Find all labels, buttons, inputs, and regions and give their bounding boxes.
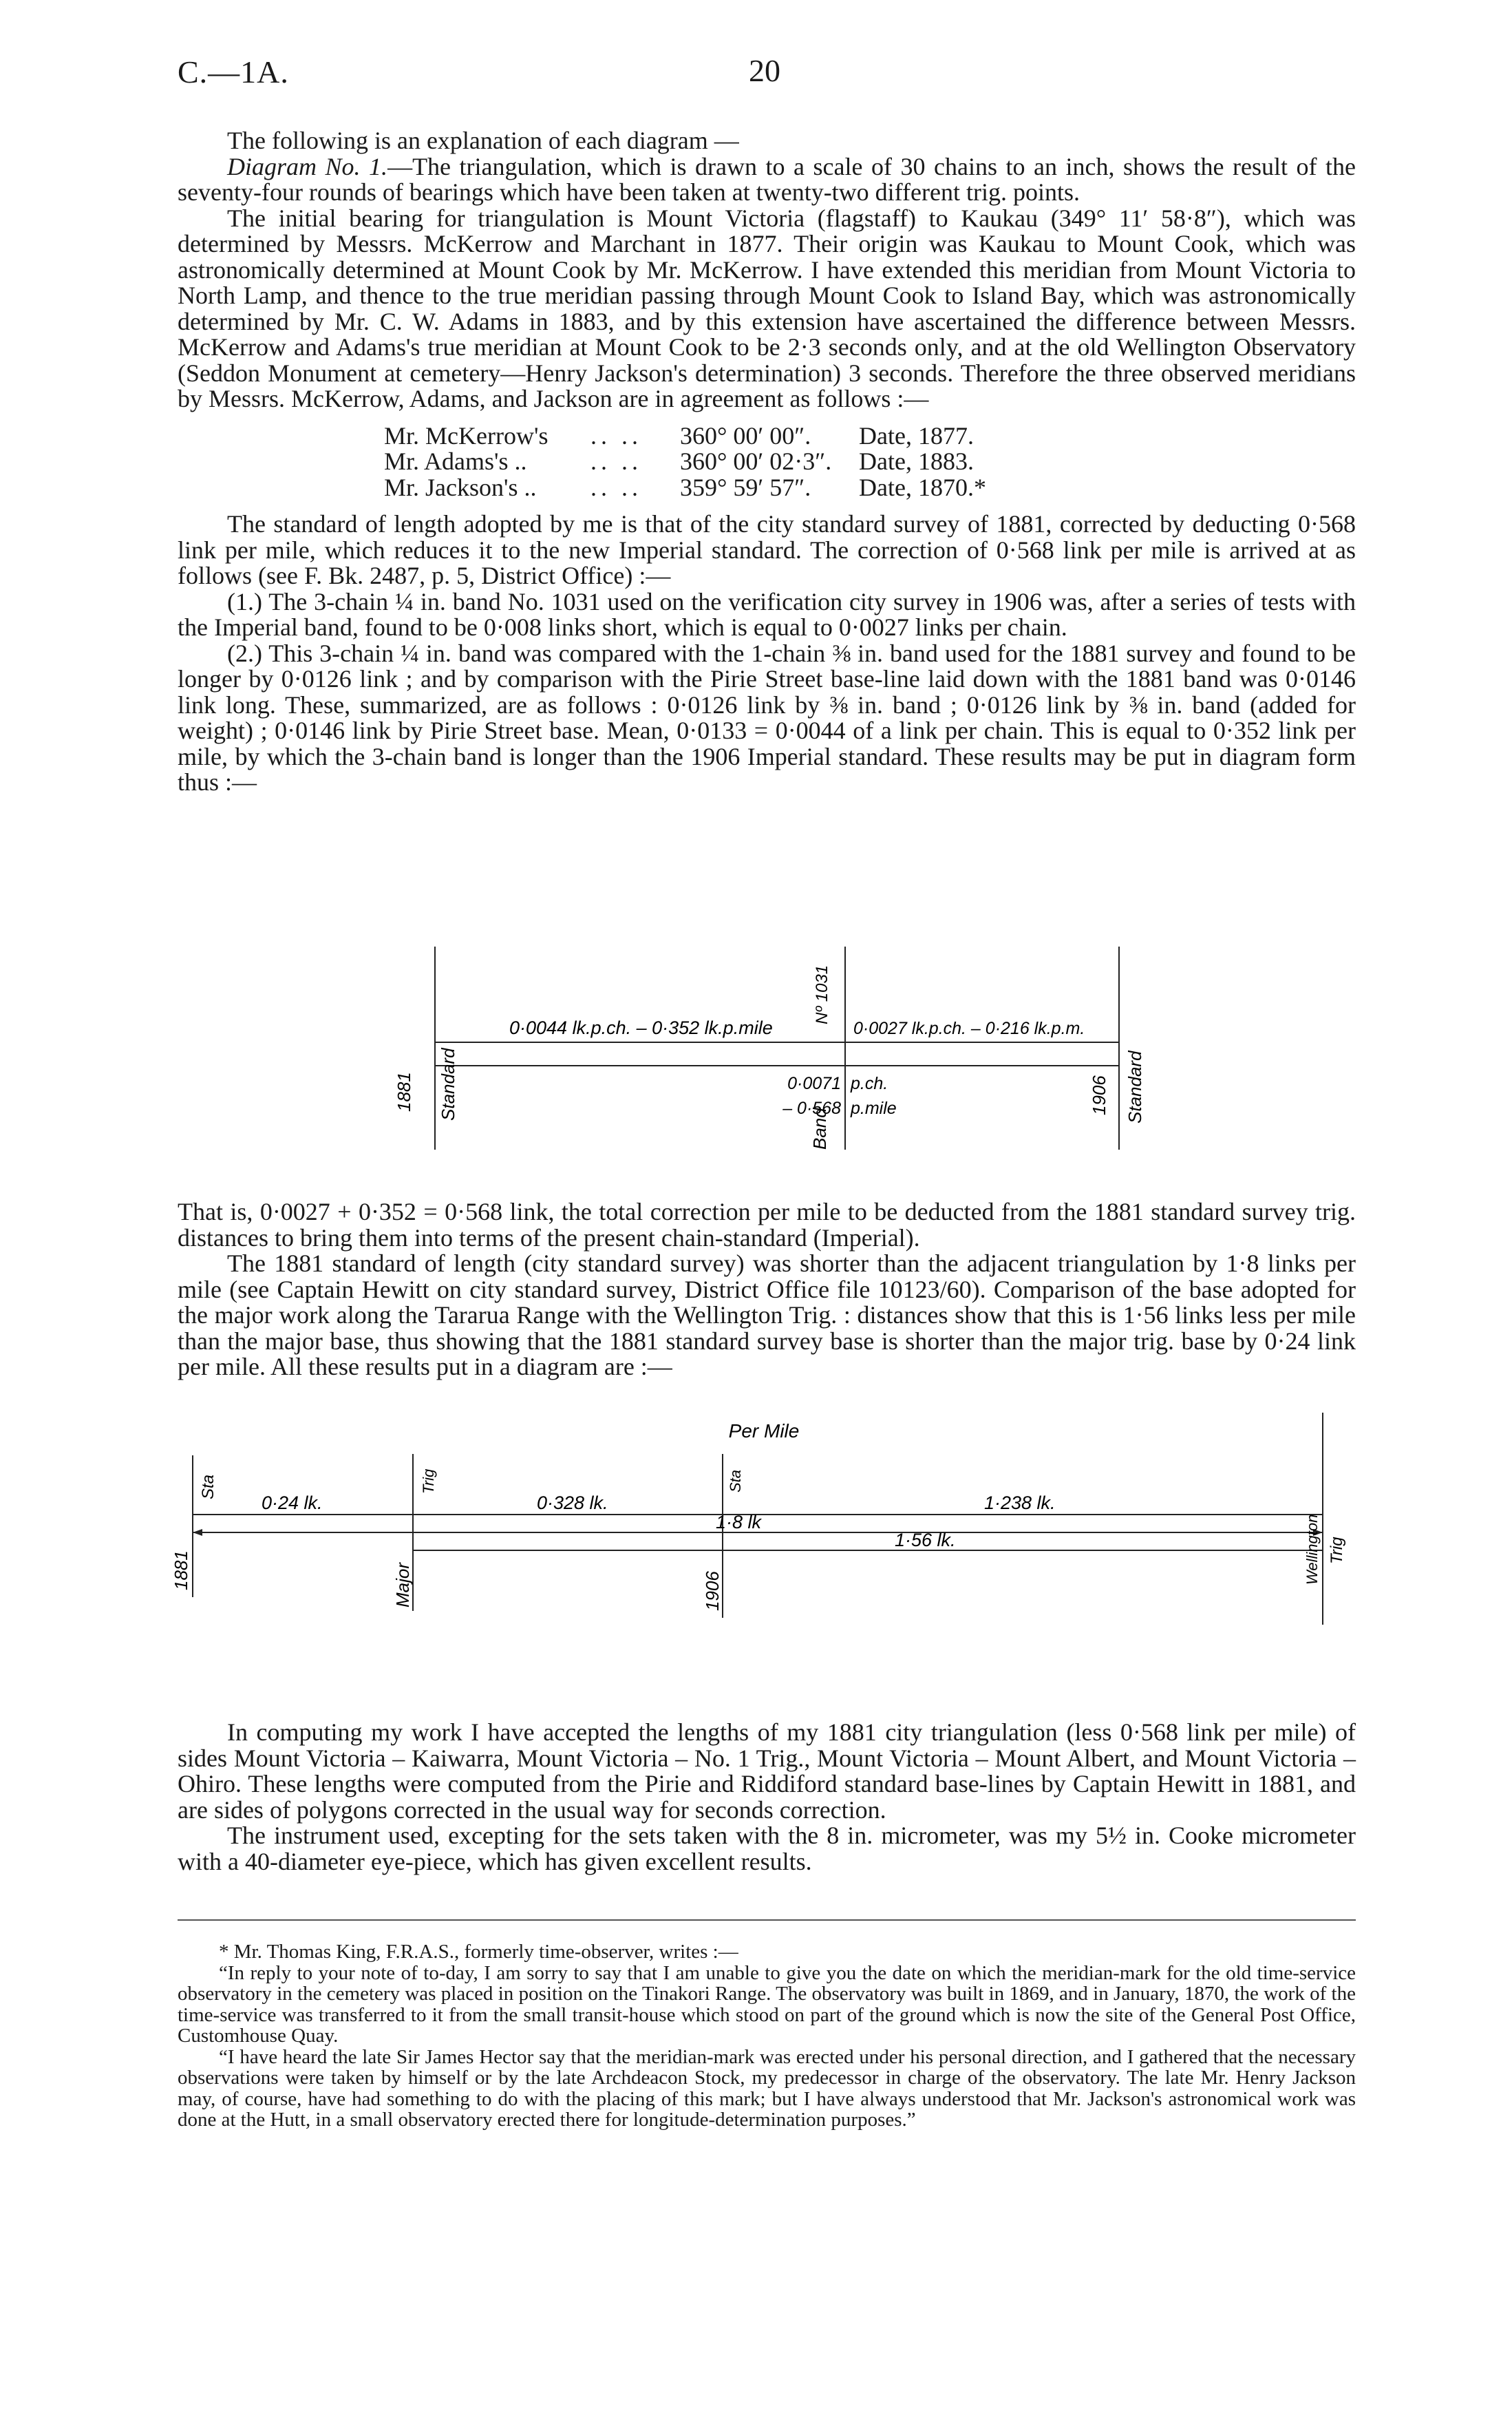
label-trig-mid: Trig [420, 1468, 437, 1494]
diagram-title: Per Mile [728, 1420, 800, 1442]
text-block-after-diagram-a [178, 1199, 1356, 1380]
meridian-name: Mr. Adams's .. [384, 447, 527, 475]
paragraph-initial-bearing: The initial bearing for triangulation is Mount Victoria (flagstaff) to Kaukau (349° 11′ 58·8″), which was determined by Messrs. McKerrow and Marchant in 1877. Their origin was Kaukau to Mount Cook, which was astronomically determined at Mount Cook by Mr. McKerrow. I have extended this meridian from Mount Victoria to North Lamp, and thence to the true meridian passing through Mount Cook to Island Bay, which was astronomically determined by Mr. C. W. Adams in 1883, and by this extension have ascertained the difference between Messrs. McKerrow and Adams's true meridian at Mount Cook to be 2·3 seconds only, and at the old Wellington Observatory (Seddon Monument at cemetery—Henry Jackson's determination) 3 seconds. Therefore the three observed meridians by Messrs. McKerrow, Adams, and Jackson are in agreement as follows :— [178, 204, 1356, 412]
table-row [384, 423, 986, 450]
paragraph-band-1031: (1.) The 3-chain ¼ in. band No. 1031 used on the verification city survey in 1906 was, after a series of tests with the Imperial band, found to be 0·008 links short, which is equal to 0·0027 links per chain. [178, 587, 1356, 641]
diagram-correction [385, 943, 1184, 1163]
meridian-leader: .. .. [590, 447, 642, 475]
meridian-value: 360° 00′ 02·3″. [680, 447, 832, 475]
text-block-closing [178, 1720, 1356, 1875]
label-no-1031: Nº 1031 [813, 964, 831, 1024]
meridian-date: Date, 1883. [859, 447, 974, 475]
diagram-per-mile [172, 1404, 1356, 1638]
segment-label-0328: 0·328 lk. [537, 1493, 608, 1513]
footnote-rule [178, 1919, 1356, 1921]
diagram-correction-svg [385, 943, 1184, 1163]
paragraph-instrument: The instrument used, excepting for the sets taken with the 8 in. micrometer, was my 5½ in. Cooke micrometer with a 40-diameter eye-piece, which has given excellent results. [178, 1822, 1356, 1875]
label-standard-left: Standard [438, 1048, 458, 1121]
lower-unit-1: p.ch. [851, 1074, 888, 1093]
label-1881: 1881 [172, 1550, 191, 1590]
table-row [384, 449, 986, 475]
paragraph-computing-work: In computing my work I have accepted the lengths of my 1881 city triangulation (less 0·568 link per mile) of sides Mount Victoria – Kaiwarra, Mount Victoria – No. 1 Trig., Mount Victoria – Mount Albert, and Mount Victoria – Ohiro. These lengths were computed from the Pirie and Riddiford standard base-lines by Captain Hewitt in 1881, and are sides of polygons corrected in the usual way for seconds correction. [178, 1718, 1356, 1824]
meridian-leader: .. .. [590, 421, 642, 450]
label-band: Band [809, 1108, 830, 1150]
meridian-leader: .. .. [590, 473, 642, 501]
diagram-per-mile-svg [172, 1404, 1356, 1638]
meridian-date: Date, 1870.* [859, 473, 986, 501]
label-1906: 1906 [702, 1571, 723, 1611]
table-row [384, 475, 986, 501]
meridians-table [384, 423, 986, 501]
segment-label-18: 1·8 lk [716, 1512, 762, 1532]
label-major: Major [392, 1562, 413, 1607]
label-sta-left: Sta [199, 1474, 217, 1499]
label-sta-mid: Sta [727, 1469, 744, 1493]
footnote-paragraph-2: “I have heard the late Sir James Hector say that the meridian-mark was erected under his personal direction, and I gathered that the necessary observations were taken by himself or by the late Archdeacon Stock, my predecessor in charge of the observatory. The late Mr. Henry Jackson may, of course, have had something to do with the placing of this mark; but I have always understood that Mr. Jackson's astronomical work was done at the Hutt, in a small observatory erected there for longitude-determination purposes.” [178, 2045, 1356, 2131]
footnote-intro: * Mr. Thomas King, F.R.A.S., formerly time-observer, writes :— [219, 1941, 738, 1963]
text-block-intro [178, 128, 1356, 796]
label-wellington: Wellington [1303, 1514, 1321, 1585]
paragraph-diagram-1-text: —The triangulation, which is drawn to a scale of 30 chains to an inch, shows the result of the seventy-four rounds of bearings which have been taken at twenty-two different trig. points. [178, 152, 1356, 206]
label-1906: 1906 [1089, 1075, 1109, 1115]
segment-label-024: 0·24 lk. [262, 1493, 323, 1513]
right-segment-label: 0·0027 lk.p.ch. – 0·216 lk.p.m. [853, 1019, 1085, 1038]
footnote-paragraph-1: “In reply to your note of to-day, I am sorry to say that I am unable to give you the date on which the meridian-mark for the old time-service observatory in the cemetery was placed in position on the Tinakori Range. The observatory was built in 1869, and in January, 1870, the work of the time-service was transferred to it from the small transit-house which stood on part of the ground which is now the site of the General Post Office, Customhouse Quay. [178, 1961, 1356, 2047]
paragraph-1881-standard: The 1881 standard of length (city standard survey) was shorter than the adjacent triangulation by 1·8 links per mile (see Captain Hewitt on city standard survey, District Office file 10123/60). Comparison of the base adopted for the major work along the Tararua Range with the Wellington Trig. : distances show that this is 1·56 links less per mile than the major base, thus showing that the 1881 standard survey base is shorter than the major trig. base by 0·24 link per mile. All these results put in a diagram are :— [178, 1249, 1356, 1380]
label-standard-right: Standard [1125, 1051, 1145, 1124]
document-reference: C.—1A. [178, 54, 289, 89]
paragraph-band-comparison: (2.) This 3-chain ¼ in. band was compared with the 1-chain ⅜ in. band used for the 1881 survey and found to be longer by 0·0126 link ; and by comparison with the Pirie Street base-line laid down with the 1881 band was 0·0146 link long. These, summarized, are as follows : 0·0126 link by ⅜ in. band ; 0·0126 link by ⅜ in. band (added for weight) ; 0·0146 link by Pirie Street base. Mean, 0·0133 = 0·0044 of a link per chain. This is equal to 0·352 link per mile, by which the 3-chain band is longer than the 1906 Imperial standard. These results may be put in diagram form thus :— [178, 639, 1356, 796]
page-number: 20 [749, 53, 780, 88]
left-segment-label: 0·0044 lk.p.ch. – 0·352 lk.p.mile [509, 1017, 773, 1038]
label-1881: 1881 [394, 1072, 414, 1112]
paragraph-total-correction: That is, 0·0027 + 0·352 = 0·568 link, the total correction per mile to be deducted from the 1881 standard survey trig. distances to bring them into terms of the present chain-standard (Imperial). [178, 1198, 1356, 1252]
lower-value-2: – 0·568 [782, 1099, 841, 1118]
paragraph-diagram-1 [178, 154, 1356, 206]
lower-unit-2: p.mile [851, 1099, 897, 1118]
meridian-date: Date, 1877. [859, 421, 974, 450]
label-trig-right: Trig [1328, 1537, 1346, 1564]
meridian-value: 359° 59′ 57″. [680, 473, 811, 501]
segment-label-1238: 1·238 lk. [984, 1493, 1056, 1513]
meridian-name: Mr. Jackson's .. [384, 473, 537, 501]
meridian-name: Mr. McKerrow's [384, 421, 549, 450]
meridian-value: 360° 00′ 00″. [680, 421, 811, 450]
lower-value-1: 0·0071 [787, 1074, 841, 1093]
segment-label-156: 1·56 lk. [895, 1530, 956, 1550]
footnote [178, 1941, 1356, 2131]
intro-lead: The following is an explanation of each diagram — [227, 127, 739, 154]
diagram-1-label: Diagram No. 1. [227, 152, 388, 180]
arrow-head-left [193, 1529, 202, 1536]
paragraph-standard-of-length: The standard of length adopted by me is that of the city standard survey of 1881, corrected by deducting 0·568 link per mile, which reduces it to the new Imperial standard. The correction of 0·568 link per mile is arrived at as follows (see F. Bk. 2487, p. 5, District Office) :— [178, 510, 1356, 589]
